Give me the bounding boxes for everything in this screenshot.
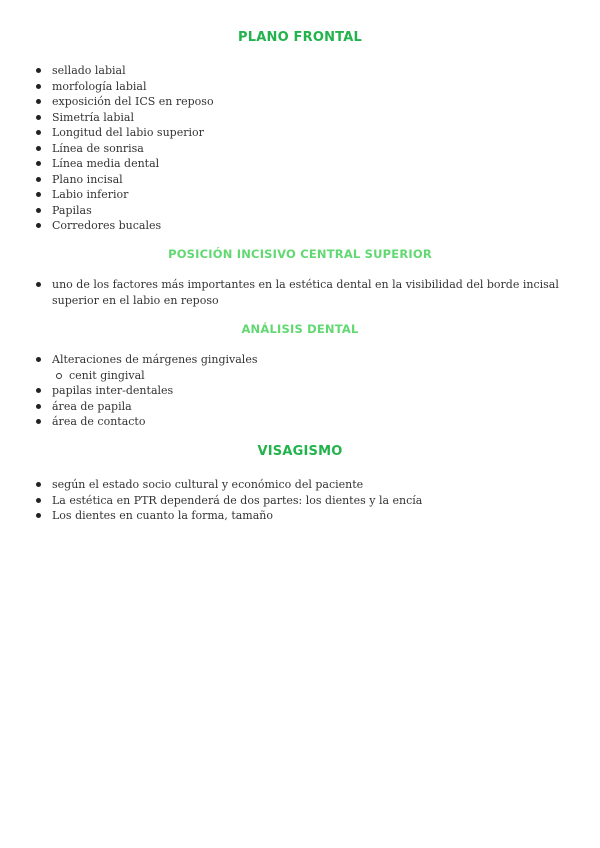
- list-item: área de contacto: [0, 414, 572, 430]
- list-item: Línea media dental: [0, 156, 572, 172]
- bullet-icon: [36, 68, 41, 73]
- bullet-icon: [36, 177, 41, 182]
- list-item: Corredores bucales: [0, 218, 572, 234]
- bullet-icon: [36, 357, 41, 362]
- bullet-icon: [36, 208, 41, 213]
- bullet-icon: [36, 130, 41, 135]
- list-item: según el estado socio cultural y económico del paciente: [0, 477, 572, 493]
- bullet-icon: [36, 223, 41, 228]
- list-item: Labio inferior: [0, 187, 572, 203]
- list-item: Plano incisal: [0, 172, 572, 188]
- bullet-icon: [36, 192, 41, 197]
- sub-list-item: cenit gingival: [0, 368, 589, 384]
- heading-analisis-dental: ANÁLISIS DENTAL: [241, 322, 359, 336]
- bullet-icon: [36, 482, 41, 487]
- bullet-icon: [36, 282, 41, 287]
- bullet-icon: [36, 161, 41, 166]
- bullet-icon: [36, 419, 41, 424]
- list-visagismo: [0, 477, 572, 524]
- heading-visagismo: VISAGISMO: [257, 444, 343, 459]
- list-item: Longitud del labio superior: [0, 125, 572, 141]
- list-posicion-incisivo: [0, 277, 572, 308]
- list-item: sellado labial: [0, 63, 572, 79]
- list-item: uno de los factores más importantes en la estética dental en la visibilidad del borde incisal superior en el labio en reposo: [0, 277, 572, 308]
- list-item: Los dientes en cuanto la forma, tamaño: [0, 508, 572, 524]
- list-item: Simetría labial: [0, 110, 572, 126]
- list-analisis-dental: [0, 352, 589, 430]
- list-plano-frontal: [0, 63, 572, 234]
- bullet-icon: [36, 404, 41, 409]
- list-item: morfología labial: [0, 79, 572, 95]
- list-item: Papilas: [0, 203, 572, 219]
- bullet-icon: [36, 99, 41, 104]
- bullet-icon: [36, 146, 41, 151]
- list-item: La estética en PTR dependerá de dos partes: los dientes y la encía: [0, 493, 572, 509]
- list-item: Alteraciones de márgenes gingivales: [0, 352, 572, 368]
- bullet-icon: [36, 388, 41, 393]
- circle-bullet-icon: [56, 373, 62, 379]
- bullet-icon: [36, 513, 41, 518]
- bullet-icon: [36, 84, 41, 89]
- heading-plano-frontal: PLANO FRONTAL: [238, 30, 362, 45]
- bullet-icon: [36, 115, 41, 120]
- list-item: papilas inter-dentales: [0, 383, 572, 399]
- list-item: Línea de sonrisa: [0, 141, 572, 157]
- bullet-icon: [36, 498, 41, 503]
- heading-posicion-incisivo: POSICIÓN INCISIVO CENTRAL SUPERIOR: [168, 247, 432, 261]
- list-item: exposición del ICS en reposo: [0, 94, 572, 110]
- list-item: área de papila: [0, 399, 572, 415]
